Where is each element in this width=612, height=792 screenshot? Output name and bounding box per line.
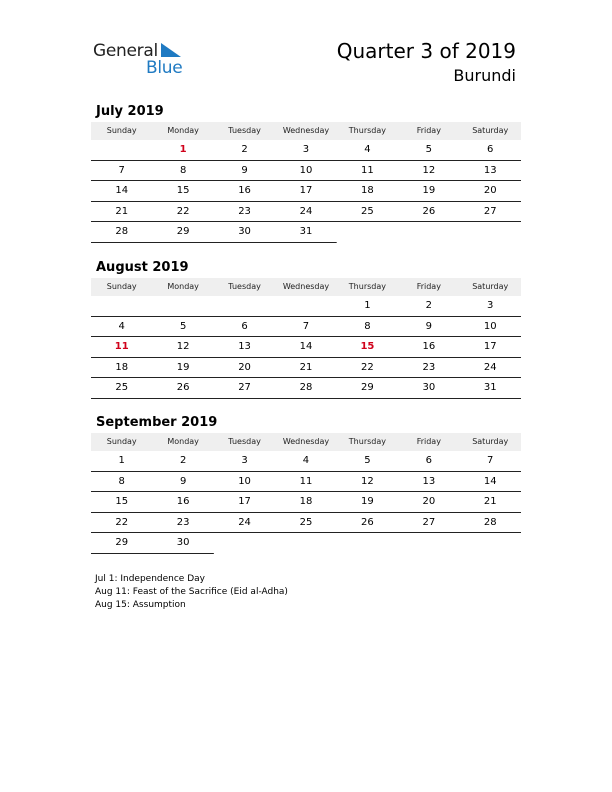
day-cell: 5 [179, 320, 187, 332]
empty-day-cell [91, 140, 152, 160]
day-cell: 11 [299, 475, 313, 487]
day-cell: 17 [483, 341, 497, 352]
day-cell: 21 [483, 496, 497, 507]
weekday-header: Wednesday [282, 437, 330, 446]
weekday-header: Monday [167, 437, 199, 446]
week-row [91, 317, 521, 338]
day-cell: 22 [176, 205, 190, 217]
day-cell: 1 [364, 300, 371, 311]
weekday-header: Tuesday [228, 282, 261, 291]
day-cell: 16 [422, 341, 436, 352]
day-cell: 26 [176, 382, 190, 393]
weekday-header: Sunday [106, 282, 137, 291]
day-cell: 20 [422, 496, 436, 507]
page-title: Quarter 3 of 2019 [336, 39, 516, 63]
week-row [91, 222, 521, 243]
month-calendar [91, 414, 521, 554]
logo-blue-text: Blue [146, 58, 183, 78]
week-row [91, 492, 521, 513]
day-cell: 23 [422, 361, 436, 373]
day-cell: 24 [483, 361, 497, 373]
day-cell: 6 [425, 455, 432, 466]
day-cell: 9 [425, 320, 432, 332]
month-calendar [91, 259, 521, 399]
weekday-header: Thursday [348, 126, 386, 135]
day-cell: 3 [487, 300, 494, 311]
week-row [91, 378, 521, 399]
day-cell: 28 [299, 382, 313, 393]
day-cell: 18 [299, 496, 313, 507]
holiday-note: Jul 1: Independence Day [95, 574, 205, 584]
empty-day-cell [275, 533, 336, 554]
day-cell: 7 [487, 455, 494, 466]
weekday-header: Monday [167, 282, 199, 291]
day-cell: 8 [179, 164, 187, 176]
day-cell: 11 [114, 341, 129, 352]
empty-day-cell [398, 533, 459, 554]
day-cell: 26 [422, 205, 436, 217]
week-row [91, 296, 521, 317]
day-cell: 24 [238, 516, 251, 528]
weekday-header: Thursday [348, 437, 386, 446]
day-cell: 13 [238, 341, 251, 352]
day-cell: 1 [118, 455, 125, 466]
weekday-header: Friday [416, 282, 441, 291]
day-cell: 4 [364, 144, 371, 155]
weekday-header: Sunday [106, 437, 137, 446]
week-row [91, 358, 521, 379]
weekday-header: Tuesday [228, 437, 261, 446]
day-cell: 14 [483, 475, 497, 487]
month-title: July 2019 [96, 104, 164, 119]
empty-day-cell [460, 222, 521, 243]
week-row [91, 140, 521, 161]
week-row [91, 161, 521, 182]
day-cell: 21 [299, 361, 313, 373]
generalblue-logo [93, 40, 193, 80]
day-cell: 26 [361, 516, 374, 528]
day-cell: 8 [364, 320, 371, 332]
empty-day-cell [460, 533, 521, 554]
month-calendar [91, 103, 521, 243]
day-cell: 12 [176, 341, 190, 352]
day-cell: 30 [176, 537, 190, 548]
day-cell: 2 [179, 455, 187, 466]
day-cell: 15 [115, 496, 129, 507]
empty-day-cell [214, 296, 275, 316]
week-row [91, 337, 521, 358]
day-cell: 27 [238, 382, 251, 393]
day-cell: 19 [361, 496, 374, 507]
weekday-header-row [91, 433, 521, 451]
empty-day-cell [337, 533, 398, 554]
empty-day-cell [275, 296, 336, 316]
weekday-header: Wednesday [282, 282, 330, 291]
day-cell: 27 [422, 516, 436, 528]
week-row [91, 451, 521, 472]
holiday-note: Aug 11: Feast of the Sacrifice (Eid al-Adha) [95, 587, 288, 597]
weekday-header-row [91, 278, 521, 296]
day-cell: 15 [360, 341, 375, 352]
day-cell: 29 [361, 382, 374, 393]
week-row [91, 513, 521, 534]
day-cell: 6 [487, 144, 494, 155]
day-cell: 5 [425, 144, 432, 155]
day-cell: 12 [422, 164, 436, 176]
day-cell: 6 [241, 320, 248, 332]
weekday-header: Saturday [472, 126, 509, 135]
week-row [91, 181, 521, 202]
day-cell: 28 [115, 226, 129, 237]
day-cell: 22 [361, 361, 374, 373]
day-cell: 27 [483, 205, 497, 217]
day-cell: 19 [422, 185, 436, 196]
day-cell: 14 [299, 341, 313, 352]
holiday-note: Aug 15: Assumption [95, 600, 186, 610]
day-cell: 18 [115, 361, 129, 373]
empty-day-cell [398, 222, 459, 243]
day-cell: 2 [425, 300, 432, 311]
empty-day-cell [214, 533, 275, 554]
day-cell: 25 [115, 382, 129, 393]
day-cell: 9 [241, 164, 248, 176]
weekday-header: Saturday [472, 282, 509, 291]
week-row [91, 472, 521, 493]
day-cell: 31 [299, 226, 313, 237]
weekday-header: Saturday [472, 437, 509, 446]
day-cell: 9 [179, 475, 187, 487]
day-cell: 25 [299, 516, 313, 528]
day-cell: 10 [483, 320, 497, 332]
day-cell: 3 [241, 455, 248, 466]
day-cell: 2 [241, 144, 248, 155]
logo-general-text: General [93, 41, 158, 61]
day-cell: 30 [422, 382, 436, 393]
day-cell: 22 [115, 516, 129, 528]
day-cell: 7 [118, 164, 125, 176]
day-cell: 19 [176, 361, 190, 373]
day-cell: 31 [483, 382, 497, 393]
day-cell: 24 [299, 205, 313, 217]
day-cell: 7 [302, 320, 310, 332]
day-cell: 8 [118, 475, 125, 487]
day-cell: 10 [299, 164, 313, 176]
holiday-notes [95, 573, 288, 612]
day-cell: 4 [302, 455, 310, 466]
week-row [91, 533, 521, 554]
day-cell: 3 [302, 144, 310, 155]
day-cell: 25 [361, 205, 374, 217]
day-cell: 29 [115, 537, 129, 548]
weekday-header: Friday [416, 126, 441, 135]
weekday-header: Friday [416, 437, 441, 446]
day-cell: 17 [299, 185, 313, 196]
weekday-header: Thursday [348, 282, 386, 291]
weekday-header: Monday [167, 126, 199, 135]
day-cell: 14 [115, 185, 129, 196]
weekday-header-row [91, 122, 521, 140]
logo-triangle-icon [161, 43, 183, 59]
day-cell: 11 [361, 164, 374, 176]
day-cell: 15 [176, 185, 190, 196]
day-cell: 10 [238, 475, 251, 487]
weekday-header: Tuesday [228, 126, 261, 135]
country-name: Burundi [453, 66, 516, 85]
day-cell: 23 [238, 205, 251, 217]
week-row [91, 202, 521, 223]
day-cell: 29 [176, 226, 190, 237]
month-title: August 2019 [96, 260, 189, 275]
empty-day-cell [152, 296, 213, 316]
empty-day-cell [337, 222, 398, 243]
empty-day-cell [91, 296, 152, 316]
day-cell: 17 [238, 496, 251, 507]
month-title: September 2019 [96, 415, 218, 430]
day-cell: 5 [364, 455, 371, 466]
day-cell: 12 [361, 475, 374, 487]
weekday-header: Sunday [106, 126, 137, 135]
day-cell: 4 [118, 320, 125, 332]
day-cell: 13 [483, 164, 497, 176]
day-cell: 28 [483, 516, 497, 528]
day-cell: 21 [115, 205, 129, 217]
day-cell: 23 [176, 516, 190, 528]
day-cell: 30 [238, 226, 251, 237]
day-cell: 18 [361, 185, 374, 196]
day-cell: 16 [238, 185, 251, 196]
day-cell: 1 [179, 144, 187, 155]
weekday-header: Wednesday [282, 126, 330, 135]
day-cell: 20 [483, 185, 497, 196]
day-cell: 20 [238, 361, 251, 373]
day-cell: 13 [422, 475, 436, 487]
day-cell: 16 [176, 496, 190, 507]
